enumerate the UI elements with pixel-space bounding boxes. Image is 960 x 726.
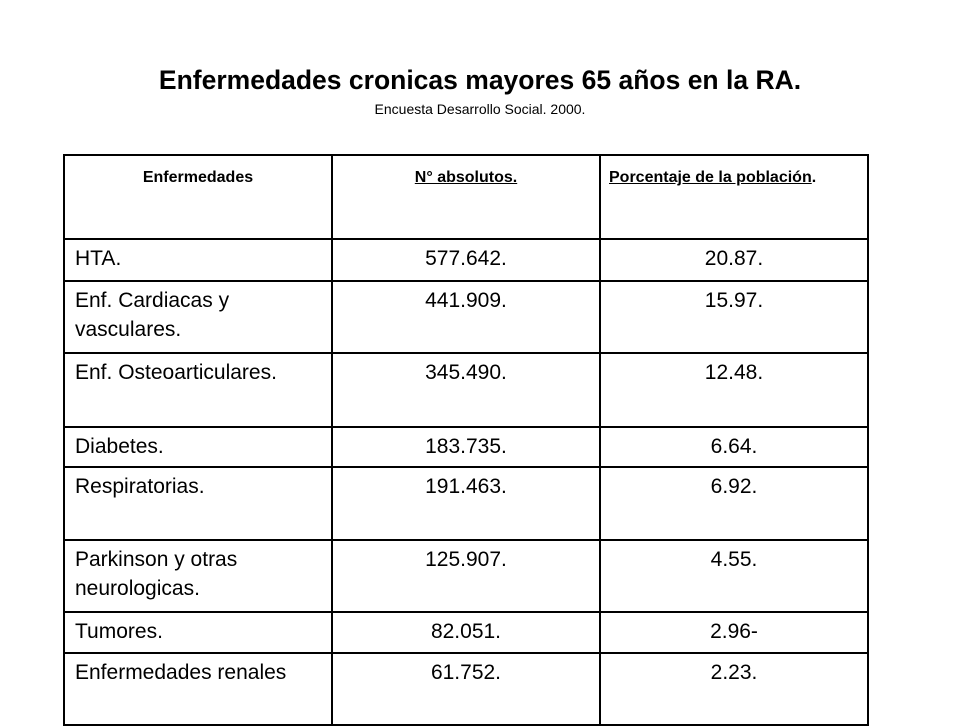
table-row xyxy=(64,239,868,281)
table-row xyxy=(64,653,868,725)
cell-absolute: 183.735. xyxy=(332,427,600,467)
cell-absolute: 191.463. xyxy=(332,467,600,540)
header-percent xyxy=(600,155,868,239)
cell-percent: 4.55. xyxy=(600,540,868,612)
header-absolute-label: N° absolutos. xyxy=(414,169,518,186)
table-row xyxy=(64,427,868,467)
cell-disease: Enfermedades renales xyxy=(64,653,332,725)
header-absolute xyxy=(332,155,600,239)
cell-absolute: 577.642. xyxy=(332,239,600,281)
header-disease: Enfermedades xyxy=(64,155,332,239)
table-row xyxy=(64,540,868,612)
cell-percent: 15.97. xyxy=(600,281,868,353)
cell-disease: Tumores. xyxy=(64,612,332,653)
cell-disease: Enf. Cardiacas y vasculares. xyxy=(64,281,332,353)
table-row xyxy=(64,467,868,540)
table-row xyxy=(64,612,868,653)
header-percent-label: Porcentaje de la población xyxy=(609,169,812,186)
cell-percent: 2.96- xyxy=(600,612,868,653)
slide-subtitle: Encuesta Desarrollo Social. 2000. xyxy=(374,101,586,117)
table-header-row xyxy=(64,155,868,239)
cell-percent: 20.87. xyxy=(600,239,868,281)
cell-absolute: 125.907. xyxy=(332,540,600,612)
slide-title: Enfermedades cronicas mayores 65 años en la RA. xyxy=(158,65,802,95)
cell-disease: Diabetes. xyxy=(64,427,332,467)
cell-percent: 6.92. xyxy=(600,467,868,540)
cell-disease: Enf. Osteoarticulares. xyxy=(64,353,332,427)
cell-absolute: 61.752. xyxy=(332,653,600,725)
cell-percent: 12.48. xyxy=(600,353,868,427)
cell-absolute: 82.051. xyxy=(332,612,600,653)
cell-absolute: 345.490. xyxy=(332,353,600,427)
cell-disease: Respiratorias. xyxy=(64,467,332,540)
cell-percent: 6.64. xyxy=(600,427,868,467)
table-row xyxy=(64,353,868,427)
table-row xyxy=(64,281,868,353)
cell-absolute: 441.909. xyxy=(332,281,600,353)
chronic-diseases-table xyxy=(63,154,869,726)
header-percent-end: . xyxy=(811,169,817,186)
cell-disease: HTA. xyxy=(64,239,332,281)
cell-percent: 2.23. xyxy=(600,653,868,725)
cell-disease: Parkinson y otras neurologicas. xyxy=(64,540,332,612)
